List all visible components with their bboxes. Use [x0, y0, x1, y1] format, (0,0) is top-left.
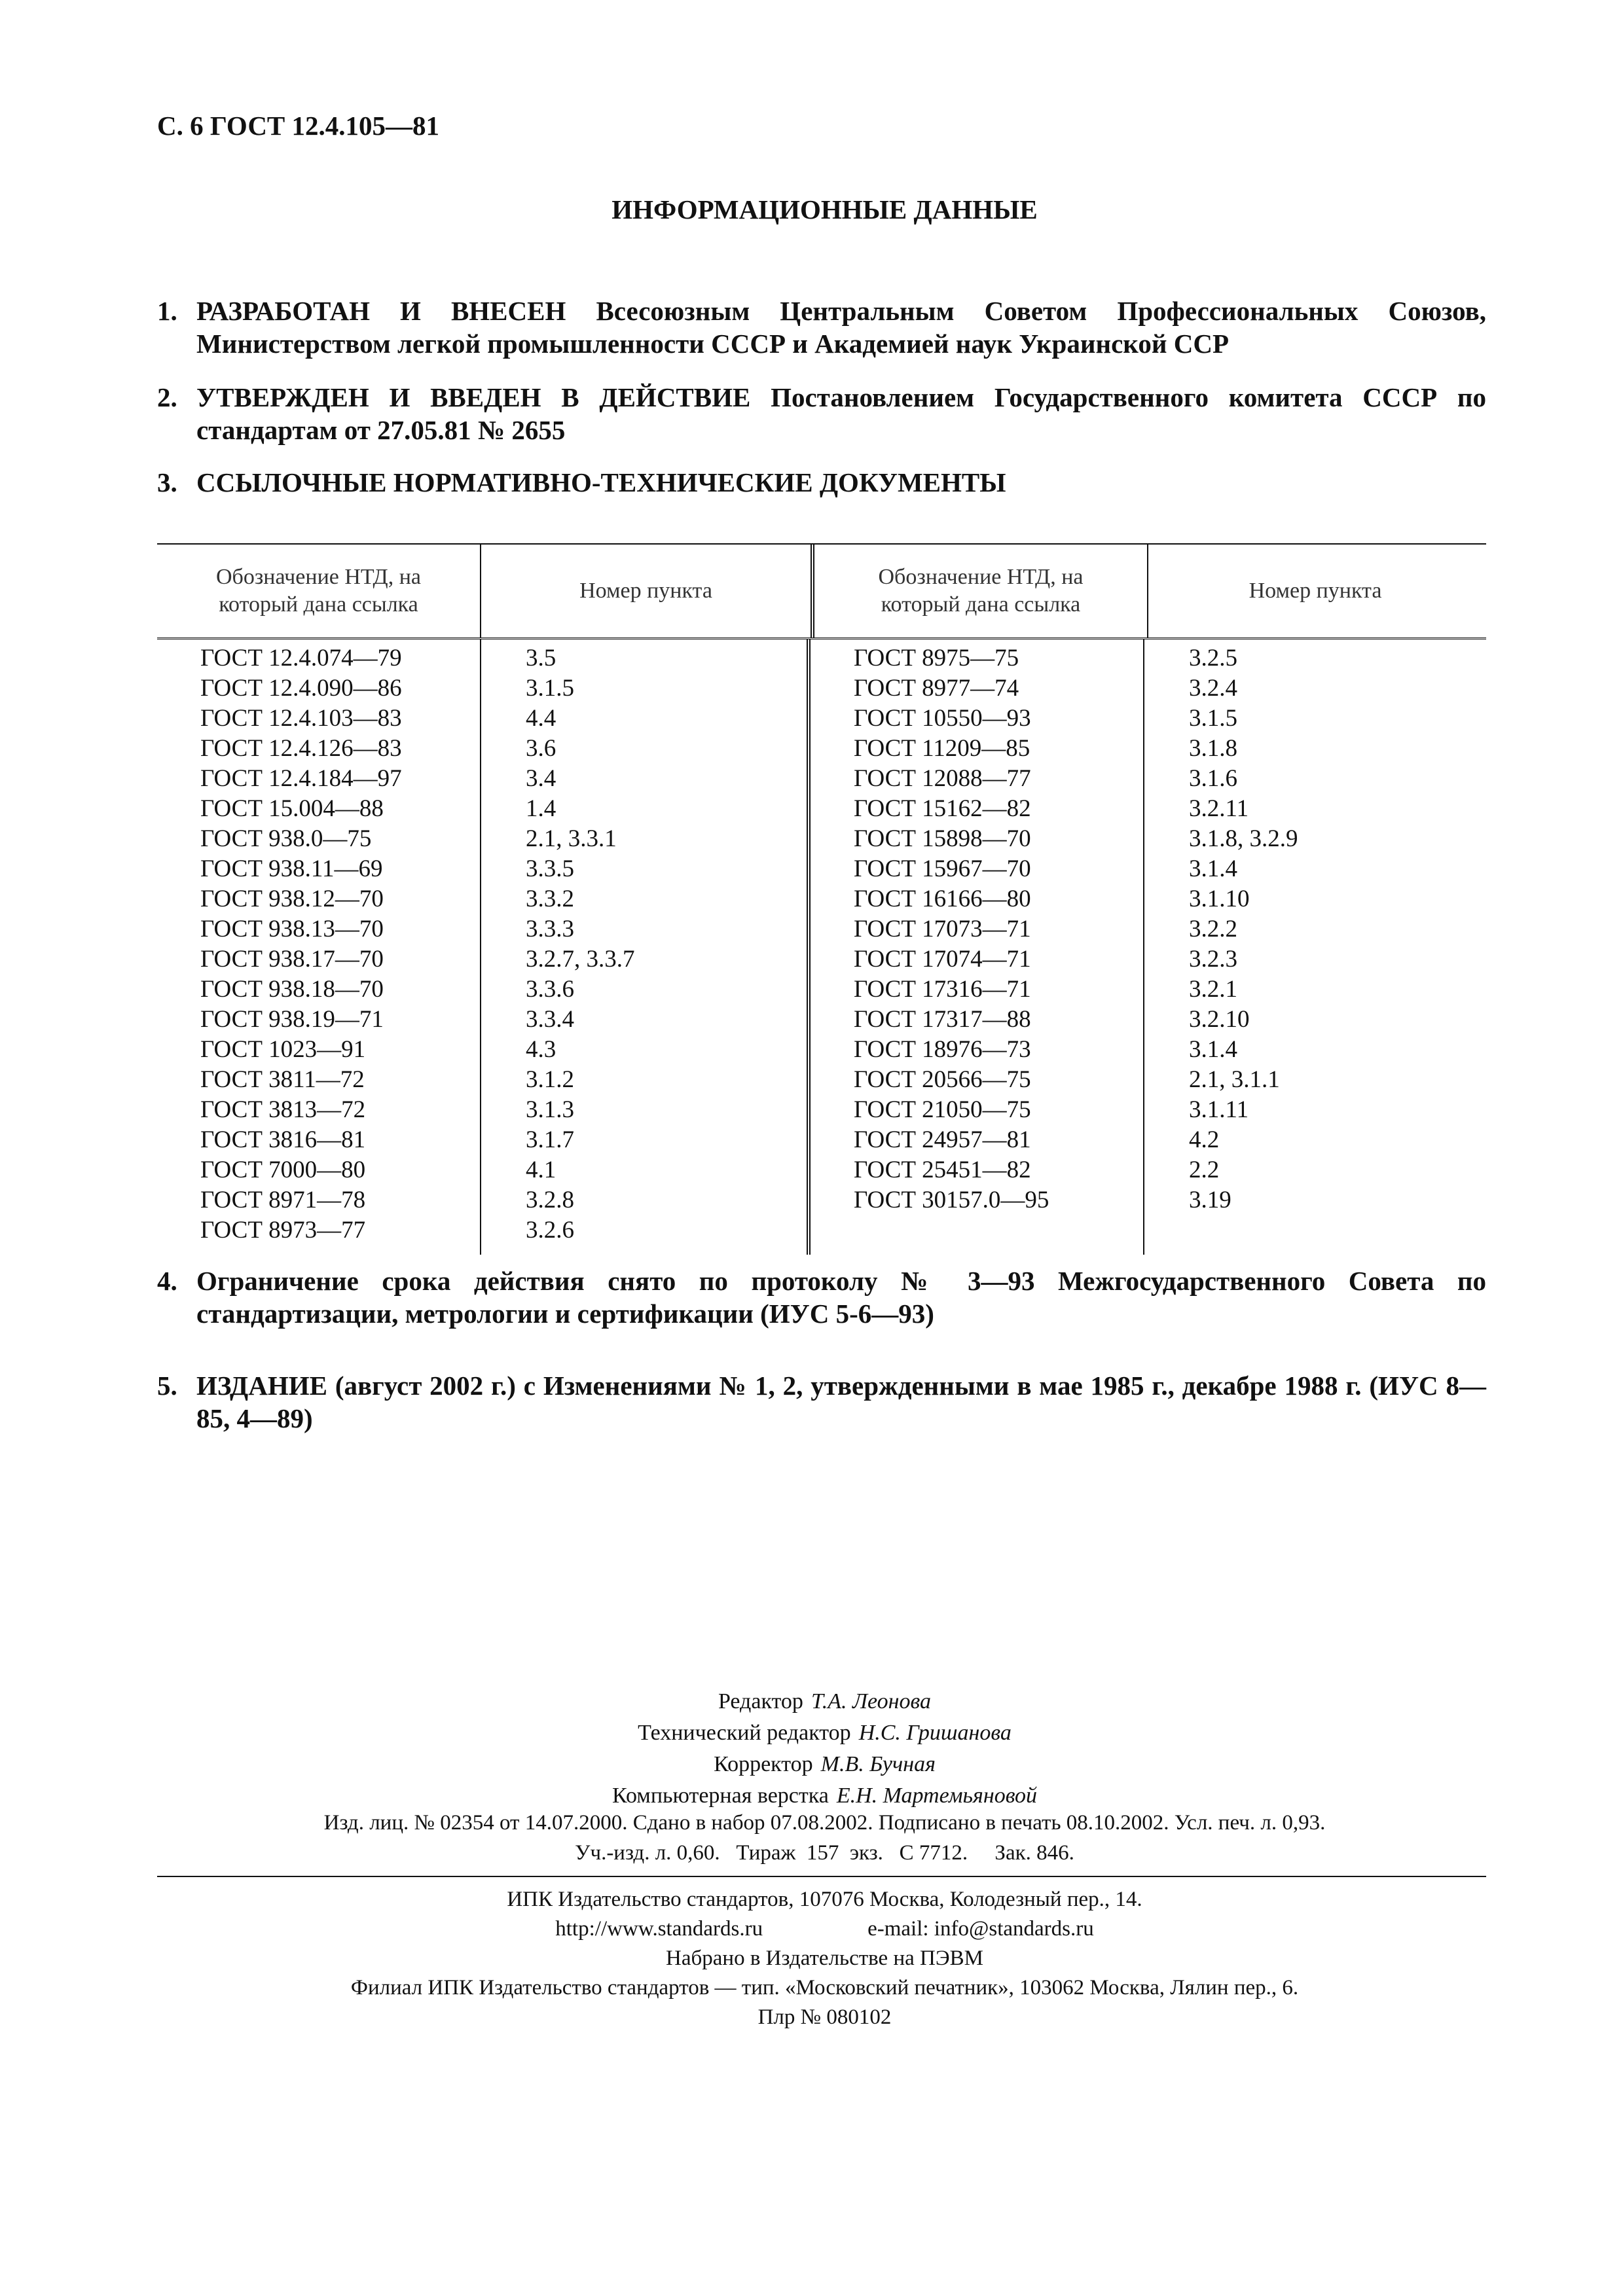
publisher-line-1: ИПК Издательство стандартов, 107076 Москва, Колодезный пер., 14. — [507, 1888, 1142, 1911]
doc-designation: ГОСТ 12.4.103—83 — [200, 705, 402, 732]
doc-designation: ГОСТ 938.11—69 — [200, 855, 383, 882]
doc-designation: ГОСТ 938.12—70 — [200, 886, 384, 912]
credit-line: Компьютерная верстка Е.Н. Мартемьяновой — [611, 1784, 1038, 1808]
doc-designation: ГОСТ 24957—81 — [854, 1126, 1031, 1153]
point-number: 2.1, 3.3.1 — [526, 825, 617, 852]
doc-designation: ГОСТ 15898—70 — [854, 825, 1031, 852]
point-number: 3.2.5 — [1189, 645, 1237, 672]
header-point-right: Номер пункта — [1249, 579, 1382, 603]
doc-designation: ГОСТ 18976—73 — [854, 1036, 1031, 1063]
right-doc-column — [811, 639, 1144, 1255]
table-header — [157, 545, 1486, 639]
point-number: 3.2.11 — [1189, 795, 1249, 822]
publisher-email[interactable]: e-mail: info@standards.ru — [867, 1917, 1094, 1941]
doc-designation: ГОСТ 938.0—75 — [200, 825, 372, 852]
imprint-line-1: Изд. лиц. № 02354 от 14.07.2000. Сдано в набор 07.08.2002. Подписано в печать 08.10.2002. Усл. печ. л. 0,93. — [323, 1811, 1326, 1835]
info-item-4 — [157, 1265, 1486, 1330]
doc-designation: ГОСТ 16166—80 — [854, 886, 1031, 912]
doc-designation: ГОСТ 17074—71 — [854, 946, 1031, 973]
right-point-column — [1144, 639, 1478, 1255]
point-number: 3.1.2 — [526, 1066, 574, 1093]
point-number: 3.2.4 — [1189, 675, 1237, 702]
point-number: 3.2.7, 3.3.7 — [526, 946, 635, 973]
doc-designation: ГОСТ 15162—82 — [854, 795, 1031, 822]
imprint-line-2: Уч.-изд. л. 0,60. Тираж 157 экз. С 7712. Зак. 846. — [575, 1841, 1074, 1865]
publisher-block — [0, 1885, 1623, 2032]
point-number: 3.19 — [1189, 1187, 1231, 1213]
point-number: 3.2.1 — [1189, 976, 1237, 1003]
info-item-1 — [157, 295, 1486, 360]
point-number: 3.1.5 — [1189, 705, 1237, 732]
doc-designation: ГОСТ 938.17—70 — [200, 946, 384, 973]
point-number: 3.1.10 — [1189, 886, 1250, 912]
divider — [157, 1876, 1486, 1877]
doc-designation: ГОСТ 8973—77 — [200, 1217, 366, 1244]
point-number: 3.5 — [526, 645, 556, 672]
doc-designation: ГОСТ 12088—77 — [854, 765, 1031, 792]
point-number: 3.2.8 — [526, 1187, 574, 1213]
publisher-contacts — [26, 1914, 1623, 1944]
point-number: 4.2 — [1189, 1126, 1220, 1153]
doc-designation: ГОСТ 21050—75 — [854, 1096, 1031, 1123]
doc-designation: ГОСТ 938.18—70 — [200, 976, 384, 1003]
point-number: 3.1.8, 3.2.9 — [1189, 825, 1298, 852]
header-doc-right: Обозначение НТД, на который дана ссылка — [814, 545, 1148, 637]
doc-designation: ГОСТ 20566—75 — [854, 1066, 1031, 1093]
doc-designation: ГОСТ 938.19—71 — [200, 1006, 384, 1033]
doc-designation: ГОСТ 25451—82 — [854, 1157, 1031, 1183]
item-text: Ограничение срока действия снято по протоколу № 3—93 Межгосударственного Совета по стандартизации, метрологии и сертификации (ИУС 5-6—93) — [196, 1266, 1486, 1329]
info-item-2 — [157, 381, 1486, 446]
point-number: 1.4 — [526, 795, 556, 822]
point-number: 2.2 — [1189, 1157, 1220, 1183]
point-number: 4.1 — [526, 1157, 556, 1183]
point-number: 3.1.7 — [526, 1126, 574, 1153]
doc-designation: ГОСТ 7000—80 — [200, 1157, 366, 1183]
item-number: 4. — [157, 1266, 177, 1296]
point-number: 3.6 — [526, 735, 556, 762]
item-text: РАЗРАБОТАН И ВНЕСЕН Всесоюзным Центральным Советом Профессиональных Союзов, Министерством легкой промышленности СССР и Академией наук Украинской ССР — [196, 296, 1487, 359]
doc-designation: ГОСТ 10550—93 — [854, 705, 1031, 732]
item-number: 2. — [157, 382, 177, 412]
publisher-line-3: Набрано в Издательстве на ПЭВМ — [666, 1946, 983, 1970]
point-number: 3.3.3 — [526, 916, 574, 942]
doc-designation: ГОСТ 8971—78 — [200, 1187, 366, 1213]
info-item-3 — [157, 466, 1486, 499]
doc-designation: ГОСТ 3811—72 — [200, 1066, 365, 1093]
doc-designation: ГОСТ 17317—88 — [854, 1006, 1031, 1033]
doc-designation: ГОСТ 30157.0—95 — [854, 1187, 1049, 1213]
point-number: 3.1.4 — [1189, 1036, 1237, 1063]
doc-designation: ГОСТ 15967—70 — [854, 855, 1031, 882]
point-number: 3.3.6 — [526, 976, 574, 1003]
credit-line: Редактор Т.А. Леонова — [718, 1689, 932, 1713]
item-text: ССЫЛОЧНЫЕ НОРМАТИВНО-ТЕХНИЧЕСКИЕ ДОКУМЕНТЫ — [196, 467, 1006, 497]
point-number: 3.3.2 — [526, 886, 574, 912]
point-number: 4.3 — [526, 1036, 556, 1063]
doc-designation: ГОСТ 12.4.074—79 — [200, 645, 402, 672]
item-number: 1. — [157, 296, 177, 326]
doc-designation: ГОСТ 11209—85 — [854, 735, 1030, 762]
header-doc-left: Обозначение НТД, на который дана ссылка — [157, 545, 481, 637]
point-number: 3.1.6 — [1189, 765, 1237, 792]
point-number: 3.2.10 — [1189, 1006, 1250, 1033]
doc-designation: ГОСТ 1023—91 — [200, 1036, 366, 1063]
item-text: ИЗДАНИЕ (август 2002 г.) с Изменениями № 1, 2, утвержденными в мае 1985 г., декабре 1988 г. (ИУС 8—85, 4—89) — [196, 1371, 1486, 1433]
publisher-url[interactable]: http://www.standards.ru — [555, 1917, 763, 1941]
doc-designation: ГОСТ 8977—74 — [854, 675, 1019, 702]
doc-designation: ГОСТ 12.4.184—97 — [200, 765, 402, 792]
credit-line: Корректор М.В. Бучная — [714, 1752, 936, 1776]
point-number: 3.1.11 — [1189, 1096, 1249, 1123]
point-number: 3.4 — [526, 765, 556, 792]
point-number: 3.1.4 — [1189, 855, 1237, 882]
point-number: 4.4 — [526, 705, 556, 732]
left-doc-column — [157, 639, 481, 1255]
doc-designation: ГОСТ 17316—71 — [854, 976, 1031, 1003]
table-body — [157, 639, 1486, 1255]
point-number: 3.1.3 — [526, 1096, 574, 1123]
point-number: 3.2.6 — [526, 1217, 574, 1244]
item-number: 3. — [157, 467, 177, 497]
doc-designation: ГОСТ 12.4.126—83 — [200, 735, 402, 762]
header-point-left: Номер пункта — [481, 545, 814, 637]
publisher-line-5: Плр № 080102 — [757, 2005, 892, 2029]
reference-documents-table — [157, 543, 1486, 1255]
point-number: 3.3.5 — [526, 855, 574, 882]
left-point-column — [481, 639, 811, 1255]
doc-designation: ГОСТ 8975—75 — [854, 645, 1019, 672]
doc-designation: ГОСТ 938.13—70 — [200, 916, 384, 942]
credits-block — [0, 1686, 1623, 1812]
doc-designation: ГОСТ 17073—71 — [854, 916, 1031, 942]
point-number: 3.1.8 — [1189, 735, 1237, 762]
doc-designation: ГОСТ 12.4.090—86 — [200, 675, 402, 702]
section-title: ИНФОРМАЦИОННЫЕ ДАННЫЕ — [611, 194, 1038, 224]
page-header: С. 6 ГОСТ 12.4.105—81 — [157, 111, 440, 141]
point-number: 3.2.3 — [1189, 946, 1237, 973]
publisher-line-4: Филиал ИПК Издательство стандартов — тип. «Московский печатник», 103062 Москва, Лялин пер., 6. — [350, 1976, 1299, 2000]
doc-designation: ГОСТ 3813—72 — [200, 1096, 366, 1123]
item-text: УТВЕРЖДЕН И ВВЕДЕН В ДЕЙСТВИЕ Постановлением Государственного комитета СССР по стандартам от 27.05.81 № 2655 — [196, 382, 1486, 445]
point-number: 3.1.5 — [526, 675, 574, 702]
point-number: 2.1, 3.1.1 — [1189, 1066, 1280, 1093]
credit-line: Технический редактор Н.С. Гришанова — [638, 1721, 1012, 1745]
doc-designation: ГОСТ 15.004—88 — [200, 795, 384, 822]
point-number: 3.3.4 — [526, 1006, 574, 1033]
imprint-block — [0, 1808, 1623, 1868]
point-number: 3.2.2 — [1189, 916, 1237, 942]
doc-designation: ГОСТ 3816—81 — [200, 1126, 366, 1153]
info-item-5 — [157, 1369, 1486, 1435]
item-number: 5. — [157, 1371, 177, 1401]
